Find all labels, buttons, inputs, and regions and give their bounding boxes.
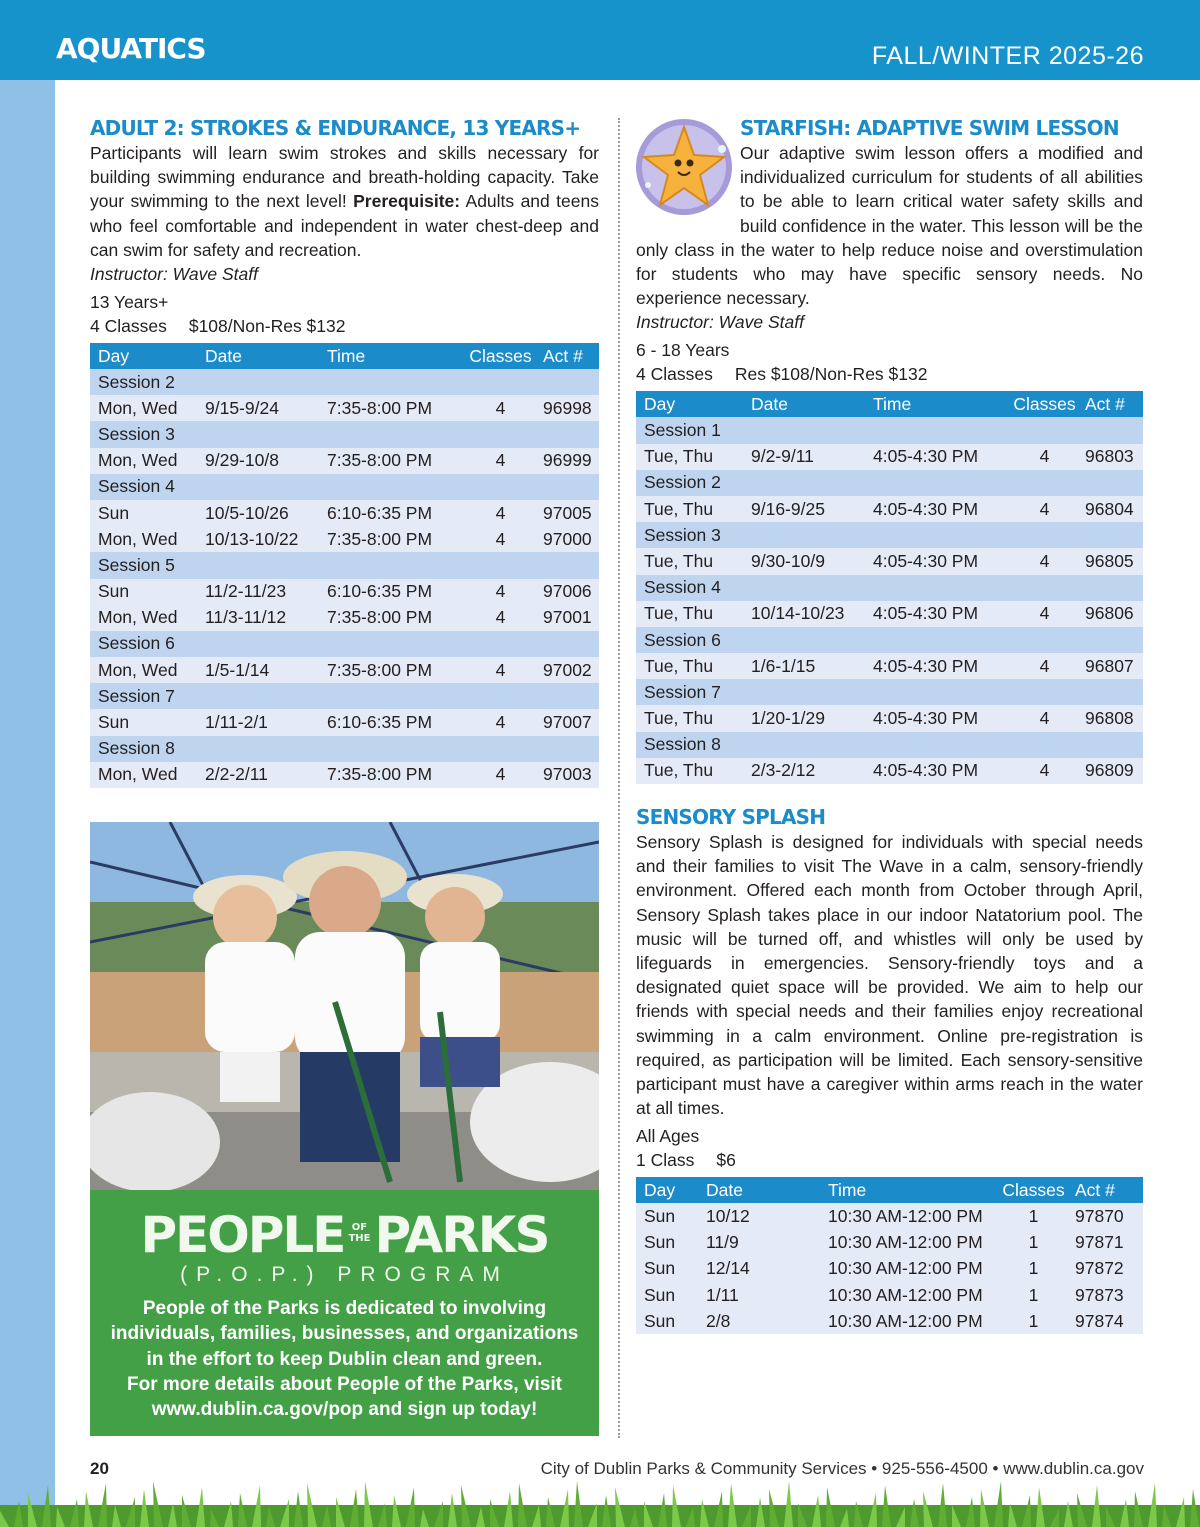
grass-blade [364,1481,373,1527]
cell-time: 10:30 AM-12:00 PM [820,1256,992,1282]
cell-day: Sun [636,1308,698,1334]
cell-date: 2/2-2/11 [197,762,319,788]
session-row [636,679,1143,705]
cell-act: 96998 [535,395,599,421]
table-row [636,601,1143,627]
pop-description [100,1296,589,1422]
session-row [636,575,1143,601]
pop-logo-of-the [348,1222,370,1244]
sensory-classes-fee [636,1148,1143,1172]
adult2-fee: $108/Non-Res $132 [188,316,346,337]
cell-act: 96806 [1077,601,1143,627]
column-header: Act # [1067,1177,1143,1203]
grass-blade [784,1481,793,1527]
table-row [90,657,599,683]
season-label: FALL/WINTER 2025-26 [871,42,1144,70]
cell-day: Tue, Thu [636,548,743,574]
cell-act: 97871 [1067,1230,1143,1256]
cell-time: 10:30 AM-12:00 PM [820,1282,992,1308]
cell-time: 4:05-4:30 PM [865,653,1004,679]
table-header [90,343,599,369]
side-strip [0,80,55,1527]
cell-act: 97003 [535,762,599,788]
cell-day: Mon, Wed [90,657,197,683]
session-label: Session 6 [90,631,599,657]
table-row [636,548,1143,574]
sensory-schedule-table [636,1177,1143,1334]
cell-classes: 4 [1004,601,1077,627]
cell-date: 2/8 [698,1308,820,1334]
grass-blade [994,1481,1003,1527]
pop-line-2: For more details about People of the Parks, visit www.dublin.ca.gov/pop and sign up today! [127,1373,562,1421]
cell-classes: 1 [992,1230,1067,1256]
section-title: AQUATICS [56,32,206,65]
starfish-description: Our adaptive swim lesson offers a modified and individualized curriculum for students of all abilities to be able to learn critical water safety skills and build confidence in the water. This lesson will be the only class in the water to help reduce noise and overstimulation for students who may have specific sensory needs. No experience necessary. [636,143,1143,309]
session-row [90,736,599,762]
column-header: Classes [992,1177,1067,1203]
session-label: Session 7 [636,679,1143,705]
column-header: Date [698,1177,820,1203]
session-label: Session 1 [636,417,1143,443]
session-label: Session 5 [90,552,599,578]
starfish-title: STARFISH: ADAPTIVE SWIM LESSON [740,116,1119,140]
cell-act: 97006 [535,579,599,605]
cell-day: Sun [636,1230,698,1256]
column-header: Time [820,1177,992,1203]
pop-logo-the: THE [348,1232,371,1244]
cell-date: 1/5-1/14 [197,657,319,683]
pop-logo [90,1206,599,1264]
session-label: Session 4 [90,474,599,500]
session-row [90,474,599,500]
adult2-description [90,141,599,262]
sensory-description: Sensory Splash is designed for individuals with special needs and their families to visit The Wave in a calm, sensory-friendly environment. Offered each month from October through April, Sensory Splash takes place in our indoor Natatorium pool. The music will be turned off, and whistles will only be used by lifeguards in emergencies. Sensory-friendly toys and a designated quiet space will be provided. We aim to help our friends with special needs and their families enjoy recreational swimming in a calm environment. Online pre-registration is required, as participation will be limited. Each sensory-sensitive participant must have a caregiver within arms reach in the water at all times. [636,832,1143,1119]
cell-time: 4:05-4:30 PM [865,601,1004,627]
table-row [636,1256,1143,1282]
starfish-classes-fee [636,362,1143,386]
cell-act: 97872 [1067,1256,1143,1282]
cell-classes: 4 [458,448,535,474]
table-row [90,526,599,552]
cell-time: 10:30 AM-12:00 PM [820,1230,992,1256]
sensory-title: SENSORY SPLASH [636,805,826,830]
session-label: Session 4 [636,575,1143,601]
starfish-fee: Res $108/Non-Res $132 [734,364,928,385]
cell-act: 97000 [535,526,599,552]
cell-time: 7:35-8:00 PM [319,448,458,474]
column-header: Time [319,343,458,369]
table-row [636,1203,1143,1229]
cell-time: 10:30 AM-12:00 PM [820,1308,992,1334]
cell-date: 2/3-2/12 [743,758,865,784]
cell-time: 6:10-6:35 PM [319,579,458,605]
cell-day: Tue, Thu [636,758,743,784]
cell-classes: 1 [992,1256,1067,1282]
column-header: Act # [535,343,599,369]
adult2-title: ADULT 2: STROKES & ENDURANCE, 13 YEARS+ [90,116,581,140]
pop-line-1: People of the Parks is dedicated to involving individuals, families, businesses, and organizations in the effort to keep Dublin clean and green. [110,1298,579,1370]
cell-day: Sun [636,1203,698,1229]
table-row [636,1282,1143,1308]
cell-classes: 4 [458,657,535,683]
table-row [636,758,1143,784]
cell-act: 97007 [535,709,599,735]
cell-act: 97874 [1067,1308,1143,1334]
table-row [90,500,599,526]
cell-date: 10/12 [698,1203,820,1229]
page-number: 20 [90,1459,109,1478]
cell-act: 97873 [1067,1282,1143,1308]
cell-classes: 4 [1004,758,1077,784]
column-header: Day [636,1177,698,1203]
cell-act: 96809 [1077,758,1143,784]
session-label: Session 3 [90,421,599,447]
cell-classes: 4 [1004,496,1077,522]
table-row [90,709,599,735]
cell-day: Mon, Wed [90,762,197,788]
cell-date: 11/9 [698,1230,820,1256]
column-header: Date [197,343,319,369]
cell-date: 9/30-10/9 [743,548,865,574]
cell-day: Tue, Thu [636,601,743,627]
cell-time: 6:10-6:35 PM [319,709,458,735]
table-row [636,705,1143,731]
table-row [636,496,1143,522]
cell-classes: 4 [458,526,535,552]
cell-time: 6:10-6:35 PM [319,500,458,526]
cell-classes: 1 [992,1203,1067,1229]
cell-classes: 4 [458,762,535,788]
pop-logo-right: PARKS [374,1206,549,1264]
cell-time: 7:35-8:00 PM [319,762,458,788]
cell-date: 10/13-10/22 [197,526,319,552]
cell-day: Tue, Thu [636,444,743,470]
column-header: Date [743,391,865,417]
cell-time: 7:35-8:00 PM [319,605,458,631]
cell-act: 96999 [535,448,599,474]
cell-date: 10/14-10/23 [743,601,865,627]
cell-day: Mon, Wed [90,448,197,474]
column-divider [618,118,620,1438]
grass-decoration [0,1475,1200,1527]
cell-classes: 4 [1004,548,1077,574]
cell-classes: 4 [458,395,535,421]
session-row [90,631,599,657]
grass-blade [574,1481,583,1527]
session-row [90,369,599,395]
session-row [636,522,1143,548]
session-row [90,421,599,447]
table-row [90,762,599,788]
adult2-desc-b: Adults and teens who feel comfortable and independent in water chest-deep and can swim for safety and recreation. [90,191,599,260]
cell-date: 1/20-1/29 [743,705,865,731]
cell-date: 9/15-9/24 [197,395,319,421]
cell-date: 10/5-10/26 [197,500,319,526]
cell-time: 4:05-4:30 PM [865,496,1004,522]
cell-time: 10:30 AM-12:00 PM [820,1203,992,1229]
cell-classes: 4 [1004,653,1077,679]
pop-subtitle: (P.O.P.) PROGRAM [180,1263,509,1286]
cell-time: 4:05-4:30 PM [865,444,1004,470]
cell-day: Tue, Thu [636,496,743,522]
cell-date: 9/16-9/25 [743,496,865,522]
cell-classes: 4 [458,709,535,735]
cell-act: 96804 [1077,496,1143,522]
session-row [90,552,599,578]
cell-classes: 4 [1004,705,1077,731]
session-label: Session 7 [90,683,599,709]
adult2-classes-fee [90,314,599,338]
sensory-classes: 1 Class [636,1150,695,1171]
session-label: Session 6 [636,627,1143,653]
cell-classes: 1 [992,1282,1067,1308]
column-header: Time [865,391,1004,417]
table-row [90,579,599,605]
cell-time: 7:35-8:00 PM [319,395,458,421]
cell-act: 96807 [1077,653,1143,679]
cell-date: 1/11-2/1 [197,709,319,735]
table-header [636,1177,1143,1203]
pop-logo-left: PEOPLE [140,1206,345,1264]
table-header [636,391,1143,417]
cell-act: 96803 [1077,444,1143,470]
adult2-prereq-label: Prerequisite: [353,191,461,212]
cell-act: 97002 [535,657,599,683]
starfish-section [636,115,1143,1334]
adult2-desc-a: Participants will learn swim strokes and skills necessary for building swimming endurance and breath-holding capacity. Take your swimming to the next level! [90,143,599,212]
session-row [636,417,1143,443]
cell-date: 9/2-9/11 [743,444,865,470]
column-header: Act # [1077,391,1143,417]
cell-act: 97001 [535,605,599,631]
adult2-section [90,115,599,788]
adult2-ages: 13 Years+ [90,292,169,313]
cell-day: Mon, Wed [90,395,197,421]
session-row [636,732,1143,758]
adult2-schedule-table [90,343,599,788]
table-row [90,605,599,631]
session-label: Session 8 [636,732,1143,758]
column-header: Day [636,391,743,417]
cell-day: Sun [90,579,197,605]
cell-act: 96805 [1077,548,1143,574]
people-of-the-parks-photo [90,822,599,1190]
session-label: Session 2 [636,470,1143,496]
cell-date: 1/11 [698,1282,820,1308]
table-row [636,653,1143,679]
table-row [90,448,599,474]
pop-program-box [90,1190,599,1436]
pop-logo-of: OF [351,1221,368,1233]
cell-day: Tue, Thu [636,653,743,679]
starfish-schedule-table [636,391,1143,784]
session-label: Session 2 [90,369,599,395]
cell-classes: 4 [458,500,535,526]
cell-classes: 4 [458,605,535,631]
cell-day: Sun [90,709,197,735]
table-row [90,395,599,421]
starfish-ages: 6 - 18 Years [636,340,730,361]
cell-time: 4:05-4:30 PM [865,705,1004,731]
cell-date: 1/6-1/15 [743,653,865,679]
starfish-classes: 4 Classes [636,364,713,385]
cell-classes: 4 [458,579,535,605]
starfish-instructor: Instructor: Wave Staff [636,312,804,333]
column-header: Day [90,343,197,369]
cell-act: 96808 [1077,705,1143,731]
cell-date: 12/14 [698,1256,820,1282]
cell-date: 11/3-11/12 [197,605,319,631]
session-label: Session 8 [90,736,599,762]
starfish-icon [634,115,734,219]
cell-time: 7:35-8:00 PM [319,526,458,552]
header-bar [0,0,1200,80]
cell-day: Mon, Wed [90,605,197,631]
cell-day: Tue, Thu [636,705,743,731]
cell-day: Sun [636,1256,698,1282]
table-row [636,1308,1143,1334]
cell-act: 97005 [535,500,599,526]
cell-classes: 1 [992,1308,1067,1334]
session-row [636,627,1143,653]
cell-time: 7:35-8:00 PM [319,657,458,683]
session-row [636,470,1143,496]
cell-day: Mon, Wed [90,526,197,552]
sensory-fee: $6 [716,1150,736,1171]
cell-act: 97870 [1067,1203,1143,1229]
table-row [636,444,1143,470]
adult2-classes: 4 Classes [90,316,167,337]
session-row [90,683,599,709]
cell-classes: 4 [1004,444,1077,470]
session-label: Session 3 [636,522,1143,548]
column-header: Classes [458,343,535,369]
cell-day: Sun [636,1282,698,1308]
sensory-ages: All Ages [636,1126,700,1147]
cell-date: 11/2-11/23 [197,579,319,605]
table-row [636,1230,1143,1256]
cell-time: 4:05-4:30 PM [865,758,1004,784]
cell-day: Sun [90,500,197,526]
footer-contact: City of Dublin Parks & Community Services • 925-556-4500 • www.dublin.ca.gov [540,1459,1144,1478]
adult2-instructor: Instructor: Wave Staff [90,264,258,285]
cell-time: 4:05-4:30 PM [865,548,1004,574]
cell-date: 9/29-10/8 [197,448,319,474]
column-header: Classes [1004,391,1077,417]
